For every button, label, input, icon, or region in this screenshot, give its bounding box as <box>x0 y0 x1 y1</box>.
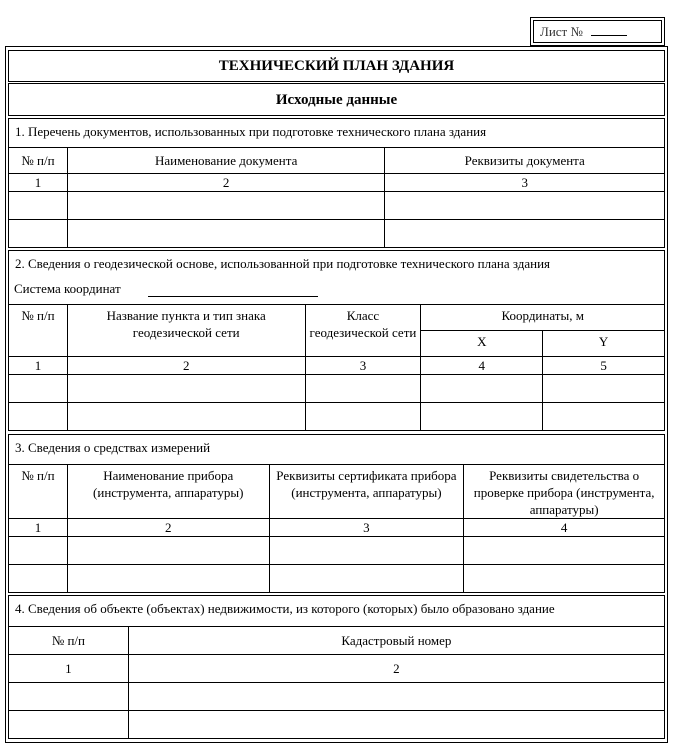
col-index: 1 <box>9 519 68 537</box>
col-index: 2 <box>67 519 269 537</box>
col-index: 2 <box>67 357 305 375</box>
cell[interactable] <box>305 403 421 431</box>
table-row <box>9 220 665 248</box>
column-number-row <box>9 174 665 192</box>
section-1-header <box>8 118 665 147</box>
section-3-header <box>8 434 665 464</box>
subtitle-box <box>8 83 665 116</box>
cell[interactable] <box>269 537 464 565</box>
table-header-row <box>9 465 665 519</box>
col-doc-details-header: Реквизиты документа <box>385 148 665 174</box>
col-device-name-header: Наименование прибора (инструмента, аппаратуры) <box>67 465 269 519</box>
section-2-heading: 2. Сведения о геодезической основе, использованной при подготовке технического плана здания <box>15 256 551 271</box>
cell[interactable] <box>464 565 665 593</box>
cell[interactable] <box>9 565 68 593</box>
cell[interactable] <box>9 220 68 248</box>
cell[interactable] <box>421 403 543 431</box>
col-num-header: № п/п <box>9 627 129 655</box>
col-index: 3 <box>269 519 464 537</box>
cell[interactable] <box>67 403 305 431</box>
cell[interactable] <box>385 220 665 248</box>
source-objects-table <box>8 626 665 739</box>
coordinate-system-label: Система координат <box>14 281 121 296</box>
col-class-header: Класс геодезической сети <box>305 305 421 357</box>
cell[interactable] <box>9 403 68 431</box>
cell[interactable] <box>128 711 664 739</box>
col-index: 3 <box>305 357 421 375</box>
col-index: 4 <box>464 519 665 537</box>
col-index: 2 <box>128 655 664 683</box>
column-number-row <box>9 357 665 375</box>
section-4-header <box>8 595 665 626</box>
col-doc-name-header: Наименование документа <box>67 148 385 174</box>
documents-table <box>8 147 665 248</box>
cell[interactable] <box>67 375 305 403</box>
col-index: 1 <box>9 655 129 683</box>
section-4-heading: 4. Сведения об объекте (объектах) недвижимости, из которого (которых) было образовано здание <box>15 601 555 616</box>
table-header-row <box>9 305 665 331</box>
col-point-name-header: Название пункта и тип знака геодезической сети <box>67 305 305 357</box>
cell[interactable] <box>67 537 269 565</box>
col-x-header: X <box>421 331 543 357</box>
table-header-row <box>9 627 665 655</box>
col-index: 1 <box>9 357 68 375</box>
table-row <box>9 192 665 220</box>
column-number-row <box>9 655 665 683</box>
col-num-header: № п/п <box>9 148 68 174</box>
cell[interactable] <box>67 192 385 220</box>
col-index: 4 <box>421 357 543 375</box>
cell[interactable] <box>543 375 665 403</box>
col-num-header: № п/п <box>9 465 68 519</box>
col-cadastral-header: Кадастровый номер <box>128 627 664 655</box>
cell[interactable] <box>9 192 68 220</box>
cell[interactable] <box>67 565 269 593</box>
col-verification-header: Реквизиты свидетельства о проверке прибора (инструмента, аппаратуры) <box>464 465 665 519</box>
table-row <box>9 403 665 431</box>
cell[interactable] <box>464 537 665 565</box>
table-row <box>9 711 665 739</box>
cell[interactable] <box>543 403 665 431</box>
section-1-heading: 1. Перечень документов, использованных при подготовке технического плана здания <box>15 124 487 139</box>
col-index: 1 <box>9 174 68 192</box>
table-row <box>9 565 665 593</box>
cell[interactable] <box>421 375 543 403</box>
cell[interactable] <box>269 565 464 593</box>
col-coordinates-header: Координаты, м <box>421 305 665 331</box>
cell[interactable] <box>385 192 665 220</box>
col-index: 5 <box>543 357 665 375</box>
col-y-header: Y <box>543 331 665 357</box>
cell[interactable] <box>305 375 421 403</box>
geodetic-table <box>8 304 665 431</box>
instruments-table <box>8 464 665 593</box>
section-3-heading: 3. Сведения о средствах измерений <box>15 440 211 455</box>
page-subtitle: Исходные данные <box>275 92 398 108</box>
title-box <box>8 50 665 82</box>
sheet-number-box <box>530 17 665 46</box>
sheet-number-label: Лист № <box>540 24 583 39</box>
cell[interactable] <box>9 683 129 711</box>
coordinate-system-field[interactable] <box>148 281 318 297</box>
table-header-row <box>9 148 665 174</box>
col-index: 3 <box>385 174 665 192</box>
table-row <box>9 375 665 403</box>
column-number-row <box>9 519 665 537</box>
col-certificate-header: Реквизиты сертификата прибора (инструмента, аппаратуры) <box>269 465 464 519</box>
cell[interactable] <box>67 220 385 248</box>
col-index: 2 <box>67 174 385 192</box>
table-row <box>9 537 665 565</box>
cell[interactable] <box>9 537 68 565</box>
sheet-number-field[interactable] <box>591 24 627 36</box>
table-row <box>9 683 665 711</box>
cell[interactable] <box>9 375 68 403</box>
page-title: ТЕХНИЧЕСКИЙ ПЛАН ЗДАНИЯ <box>218 58 455 74</box>
col-num-header: № п/п <box>9 305 68 357</box>
cell[interactable] <box>128 683 664 711</box>
cell[interactable] <box>9 711 129 739</box>
